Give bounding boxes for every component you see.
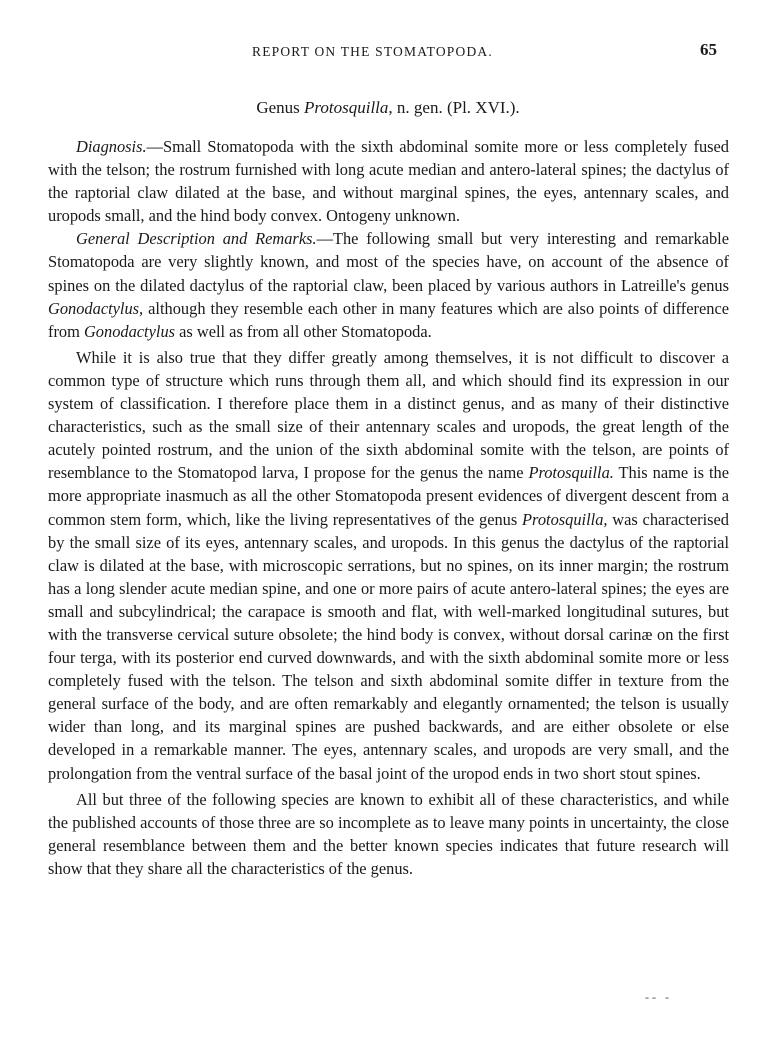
genus-reference: Gonodactylus: [83, 321, 176, 341]
body-text: [48, 135, 729, 880]
genus-heading-name: Protosquilla: [304, 98, 389, 117]
genus-reference: Gonodactylus,: [48, 298, 144, 318]
genus-heading-suffix: , n. gen. (Pl. XVI.).: [388, 98, 520, 117]
classification-text-3: was characterised by the small size of its eyes, antennary scales, and uropods. In this genus the dactylus of the raptorial claw is dilated at the base, with microscopic serrations, but no spines, on its inner margin; the rostrum has a long slender acute median spine, and one or more pairs of acute antero-lateral spines; the eyes are small and subcylindrical; the carapace is smooth and flat, with well-marked longitudinal sutures, but with the transverse cervical suture obsolete; the hind body is convex, without dorsal carinæ on the first four terga, with its posterior end curved downwards, and with the sixth abdominal somite more or less completely fused with the telson. The telson and sixth abdominal somite differ in texture from the general surface of the body, and are often remarkably and elegantly ornamented; the telson is usually wider than long, and its marginal spines are pushed backwards, and are either obsolete or else developed in a remarkable manner. The eyes, antennary scales, and uropods are very small, and the prolongation from the ventral surface of the basal joint of the uropod ends in two short stout spines.: [48, 509, 729, 783]
genus-reference: Protosquilla.: [528, 463, 614, 483]
species-paragraph: [48, 788, 729, 880]
running-title: REPORT ON THE STOMATOPODA.: [252, 44, 493, 59]
genus-heading-prefix: Genus: [256, 98, 305, 117]
genus-heading: [0, 98, 776, 118]
general-text-2: although they resemble each other in many features which are also points of difference from: [48, 298, 729, 341]
diagnosis-label: Diagnosis.: [76, 137, 147, 156]
diagnosis-paragraph: [48, 135, 729, 227]
general-text-3: as well as from all other Stomatopoda.: [175, 321, 432, 341]
classification-text-1: While it is also true that they differ greatly among themselves, it is not difficult to discover a common type of structure which runs through them all, and which should find its expression in our system of classification. I therefore place them in a distinct genus, and as many of their distinctive characteristics, such as the small size of their antennary scales and uropods, the great length of the acutely pointed rostrum, and the union of the sixth abdominal somite with the telson, are points of resemblance to the Stomatopod larva, I propose for the genus the name: [48, 347, 729, 483]
diagnosis-text: —Small Stomatopoda with the sixth abdominal somite more or less completely fused with the telson; the rostrum furnished with long acute median and antero-lateral spines; the dactylus of the raptorial claw dilated at the base, and without marginal spines, the eyes, antennary scales, and uropods small, and the hind body convex. Ontogeny unknown.: [48, 137, 729, 226]
page-number: 65: [700, 40, 717, 59]
genus-reference: Protosquilla,: [522, 509, 608, 529]
species-text: All but three of the following species are known to exhibit all of these characteristics, and while the published accounts of those three are so incomplete as to leave many points in uncertainty, the close general resemblance between them and the better known species indicates that future research will show that they share all the characteristics of the genus.: [48, 789, 729, 878]
general-description-paragraph: [48, 227, 729, 342]
classification-text-2: This name is the more appropriate inasmuch as all the other Stomatopoda present evidences of divergent descent from a common stem form, which, like the living representatives of the genus: [48, 463, 729, 529]
classification-paragraph: [48, 346, 729, 785]
general-text-1: —The following small but very interesting and remarkable Stomatopoda are very slightly known, and most of the species have, on account of the absence of spines on the dilated dactylus of the raptorial claw, been placed by various authors in Latreille's genus: [48, 229, 730, 295]
general-description-label: General Description and Remarks.: [76, 229, 317, 249]
signature-mark: -- -: [645, 990, 672, 1004]
